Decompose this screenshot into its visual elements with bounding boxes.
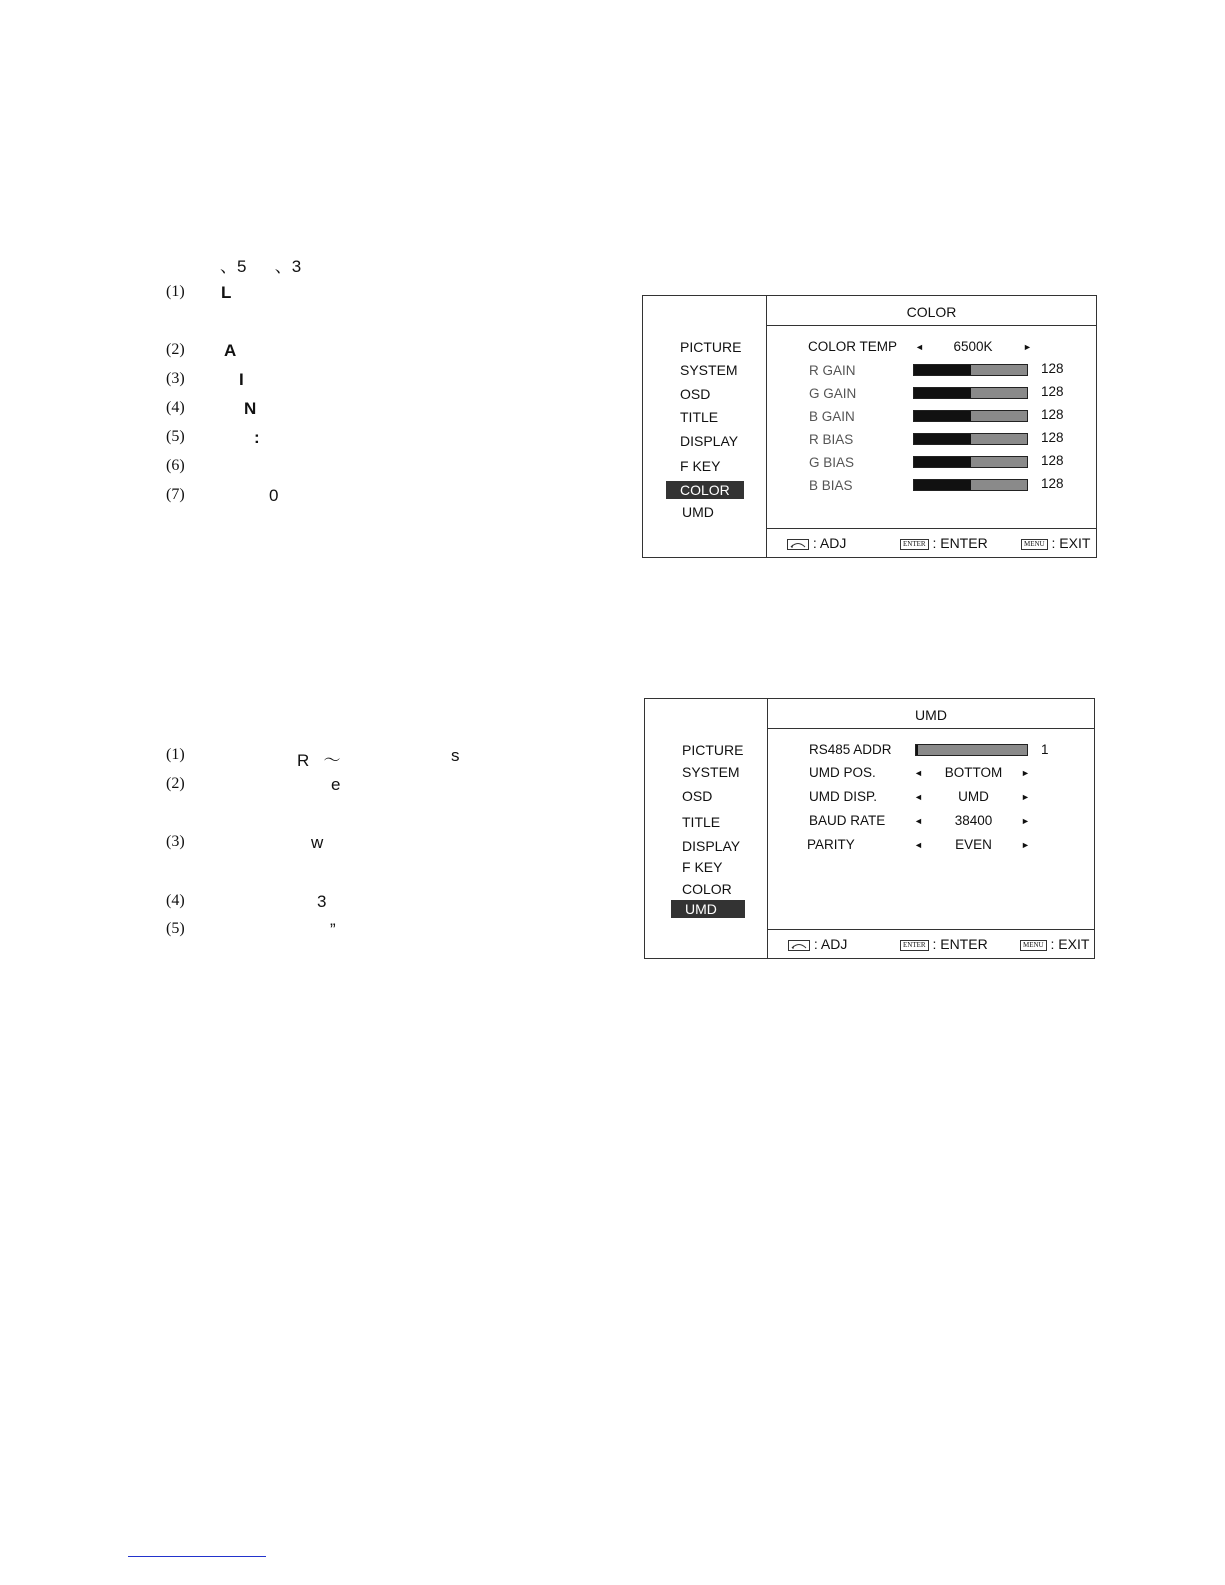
list-item-number: (4) <box>166 399 185 416</box>
slider-fill <box>914 388 971 398</box>
osd-footer <box>768 929 1094 958</box>
slider-label: B BIAS <box>809 478 853 493</box>
slider-fill <box>914 434 971 444</box>
menu-item-picture[interactable]: PICTURE <box>682 742 744 758</box>
menu-item-umd[interactable]: UMD <box>671 900 745 918</box>
enter-key-icon: ENTER <box>900 940 929 951</box>
option-value[interactable]: BOTTOM <box>944 765 1003 780</box>
rs485-value: 1 <box>1041 742 1049 757</box>
enter-hint <box>900 535 988 551</box>
enter-label: : ENTER <box>932 936 988 952</box>
list-item-text: 0 <box>269 486 279 505</box>
list-item-number: (6) <box>166 457 185 474</box>
list-item-number: (5) <box>166 428 185 445</box>
slider-fill <box>914 411 971 421</box>
menu-item-title[interactable]: TITLE <box>680 409 719 425</box>
enter-key-icon: ENTER <box>900 539 929 550</box>
list-item-text: ” <box>330 920 336 939</box>
menu-item-fkey[interactable]: F KEY <box>680 458 721 474</box>
slider-value: 128 <box>1041 453 1064 468</box>
list-item-text: e <box>331 775 341 794</box>
color-temp-label: COLOR TEMP <box>808 339 898 354</box>
arrow-left-icon[interactable]: ◄ <box>914 816 923 826</box>
adj-hint <box>788 936 847 952</box>
rs485-bar[interactable] <box>915 744 1028 756</box>
slider-bar[interactable] <box>913 479 1028 491</box>
list-item-text: w <box>311 833 324 852</box>
menu-key-icon: MENU <box>1020 940 1047 951</box>
slider-bar[interactable] <box>913 364 1028 376</box>
rs485-label: RS485 ADDR <box>809 742 892 757</box>
menu-item-display[interactable]: DISPLAY <box>680 433 739 449</box>
slider-label: R BIAS <box>809 432 854 447</box>
osd-footer <box>767 528 1096 557</box>
arrow-right-icon[interactable]: ► <box>1021 792 1030 802</box>
menu-item-osd[interactable]: OSD <box>680 386 711 402</box>
enter-hint <box>900 936 988 952</box>
osd-title: COLOR <box>767 296 1096 326</box>
list-item-number: (3) <box>166 833 185 850</box>
adjust-knob-icon <box>787 539 809 550</box>
exit-hint <box>1020 936 1089 952</box>
list-item-number: (1) <box>166 283 185 300</box>
color-osd-panel <box>642 295 1097 558</box>
option-label: PARITY <box>807 837 855 852</box>
menu-item-fkey[interactable]: F KEY <box>682 859 723 875</box>
arrow-right-icon[interactable]: ► <box>1021 840 1030 850</box>
slider-label: R GAIN <box>809 363 856 378</box>
option-value[interactable]: EVEN <box>955 837 992 852</box>
footer-link[interactable] <box>128 1556 266 1557</box>
slider-value: 128 <box>1041 384 1064 399</box>
slider-fill <box>914 457 971 467</box>
list-item-number: (5) <box>166 920 185 937</box>
option-label: UMD DISP. <box>809 789 878 804</box>
list-item-extra: s <box>451 746 460 765</box>
option-label: UMD POS. <box>809 765 876 780</box>
enter-label: : ENTER <box>932 535 988 551</box>
list-item-number: (3) <box>166 370 185 387</box>
slider-bar[interactable] <box>913 456 1028 468</box>
exit-label: : EXIT <box>1050 936 1090 952</box>
adj-label: : ADJ <box>812 535 847 551</box>
list-item-number: (1) <box>166 746 185 763</box>
list-item-number: (2) <box>166 775 185 792</box>
menu-item-title[interactable]: TITLE <box>682 814 721 830</box>
arrow-right-icon[interactable]: ► <box>1021 816 1030 826</box>
slider-value: 128 <box>1041 476 1064 491</box>
menu-item-display[interactable]: DISPLAY <box>682 838 741 854</box>
slider-value: 128 <box>1041 407 1064 422</box>
adj-label: : ADJ <box>813 936 848 952</box>
slider-value: 128 <box>1041 430 1064 445</box>
menu-item-picture[interactable]: PICTURE <box>680 339 742 355</box>
list-item-text: L <box>221 283 232 302</box>
list-item-text: : <box>254 428 260 447</box>
arrow-right-icon[interactable]: ► <box>1021 768 1030 778</box>
intro-text: 、5 、3 <box>220 257 302 276</box>
list-item-text: R ～ <box>297 751 341 770</box>
menu-item-umd[interactable]: UMD <box>682 504 714 520</box>
list-item-number: (4) <box>166 892 185 909</box>
osd-title: UMD <box>768 699 1094 729</box>
osd-side-menu <box>645 699 768 958</box>
arrow-left-icon[interactable]: ◄ <box>915 342 924 352</box>
umd-osd-panel <box>644 698 1095 959</box>
menu-item-system[interactable]: SYSTEM <box>680 362 738 378</box>
exit-hint <box>1021 535 1090 551</box>
list-item-number: (2) <box>166 341 185 358</box>
arrow-left-icon[interactable]: ◄ <box>914 840 923 850</box>
menu-item-color[interactable]: COLOR <box>666 481 744 499</box>
list-item-text: A <box>224 341 237 360</box>
slider-value: 128 <box>1041 361 1064 376</box>
menu-key-icon: MENU <box>1021 539 1048 550</box>
osd-side-menu <box>643 296 767 557</box>
slider-bar[interactable] <box>913 410 1028 422</box>
option-value[interactable]: 38400 <box>954 813 993 828</box>
list-item-text: 3 <box>317 892 327 911</box>
list-item-text: I <box>239 370 244 389</box>
menu-item-color[interactable]: COLOR <box>682 881 732 897</box>
adj-hint <box>787 535 846 551</box>
arrow-right-icon[interactable]: ► <box>1023 342 1032 352</box>
list-item-number: (7) <box>166 486 185 503</box>
slider-label: G BIAS <box>809 455 855 470</box>
list-item-text: N <box>244 399 257 418</box>
slider-bar[interactable] <box>913 433 1028 445</box>
slider-label: G GAIN <box>809 386 857 401</box>
slider-bar[interactable] <box>913 387 1028 399</box>
color-temp-value[interactable]: 6500K <box>953 339 993 354</box>
option-label: BAUD RATE <box>809 813 886 828</box>
exit-label: : EXIT <box>1051 535 1091 551</box>
adjust-knob-icon <box>788 940 810 951</box>
slider-fill <box>914 365 971 375</box>
arrow-left-icon[interactable]: ◄ <box>914 768 923 778</box>
menu-item-osd[interactable]: OSD <box>682 788 713 804</box>
menu-item-system[interactable]: SYSTEM <box>682 764 740 780</box>
slider-label: B GAIN <box>809 409 855 424</box>
option-value[interactable]: UMD <box>958 789 989 804</box>
slider-fill <box>914 480 971 490</box>
arrow-left-icon[interactable]: ◄ <box>914 792 923 802</box>
